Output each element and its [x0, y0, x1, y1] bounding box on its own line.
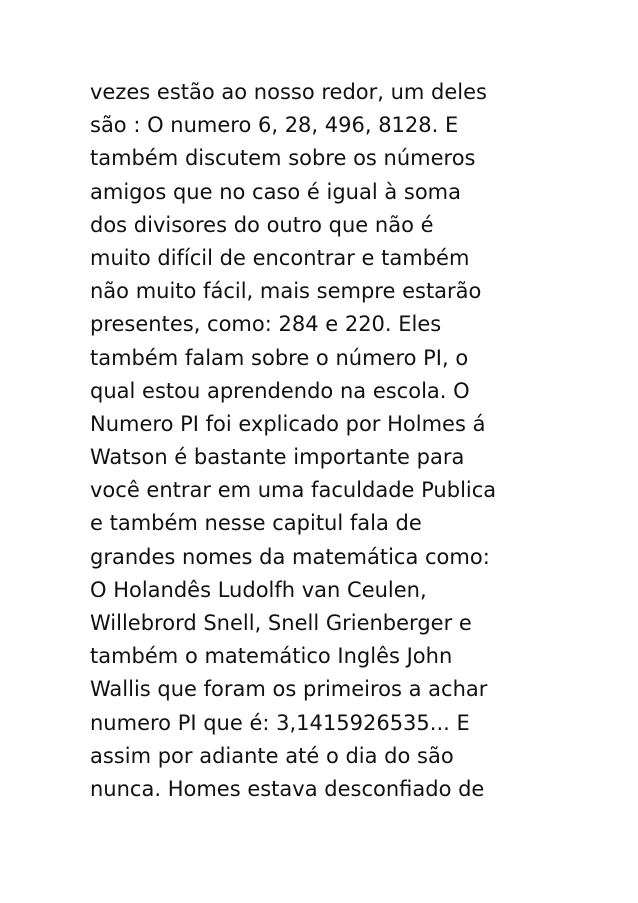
text-line: grandes nomes da matemática como:	[90, 544, 490, 569]
text-line: assim por adiante até o dia do são	[90, 743, 454, 768]
text-line: numero PI que é: 3,1415926535... E	[90, 710, 470, 735]
text-line: Willebrord Snell, Snell Grienberger e	[90, 611, 472, 635]
text-line: e também nesse capitul fala de	[90, 511, 422, 536]
text-line: qual estou aprendendo na escola. O	[90, 378, 470, 403]
text-line: presentes, como: 284 e 220. Eles	[90, 312, 442, 337]
text-line: são : O numero 6, 28, 496, 8128. E	[90, 113, 459, 138]
text-line: vezes estão ao nosso redor, um deles	[90, 80, 487, 104]
body-text	[90, 76, 630, 806]
text-line: O Holandês Ludolfh van Ceulen,	[90, 577, 427, 602]
text-line: Numero PI foi explicado por Holmes á	[90, 411, 486, 436]
text-line: também falam sobre o número PI, o	[90, 345, 469, 370]
text-line: dos divisores do outro que não é	[90, 212, 434, 237]
text-line: nunca. Homes estava desconfiado de	[90, 776, 485, 801]
text-line: não muito fácil, mais sempre estarão	[90, 279, 482, 304]
text-line: você entrar em uma faculdade Publica	[90, 478, 497, 503]
text-line: também o matemático Inglês John	[90, 644, 453, 669]
text-line: também discutem sobre os números	[90, 146, 476, 171]
text-line: muito difícil de encontrar e também	[90, 245, 470, 270]
text-line: Watson é bastante importante para	[90, 445, 465, 470]
text-line: amigos que no caso é igual à soma	[90, 179, 462, 204]
text-line: Wallis que foram os primeiros a achar	[90, 677, 488, 702]
